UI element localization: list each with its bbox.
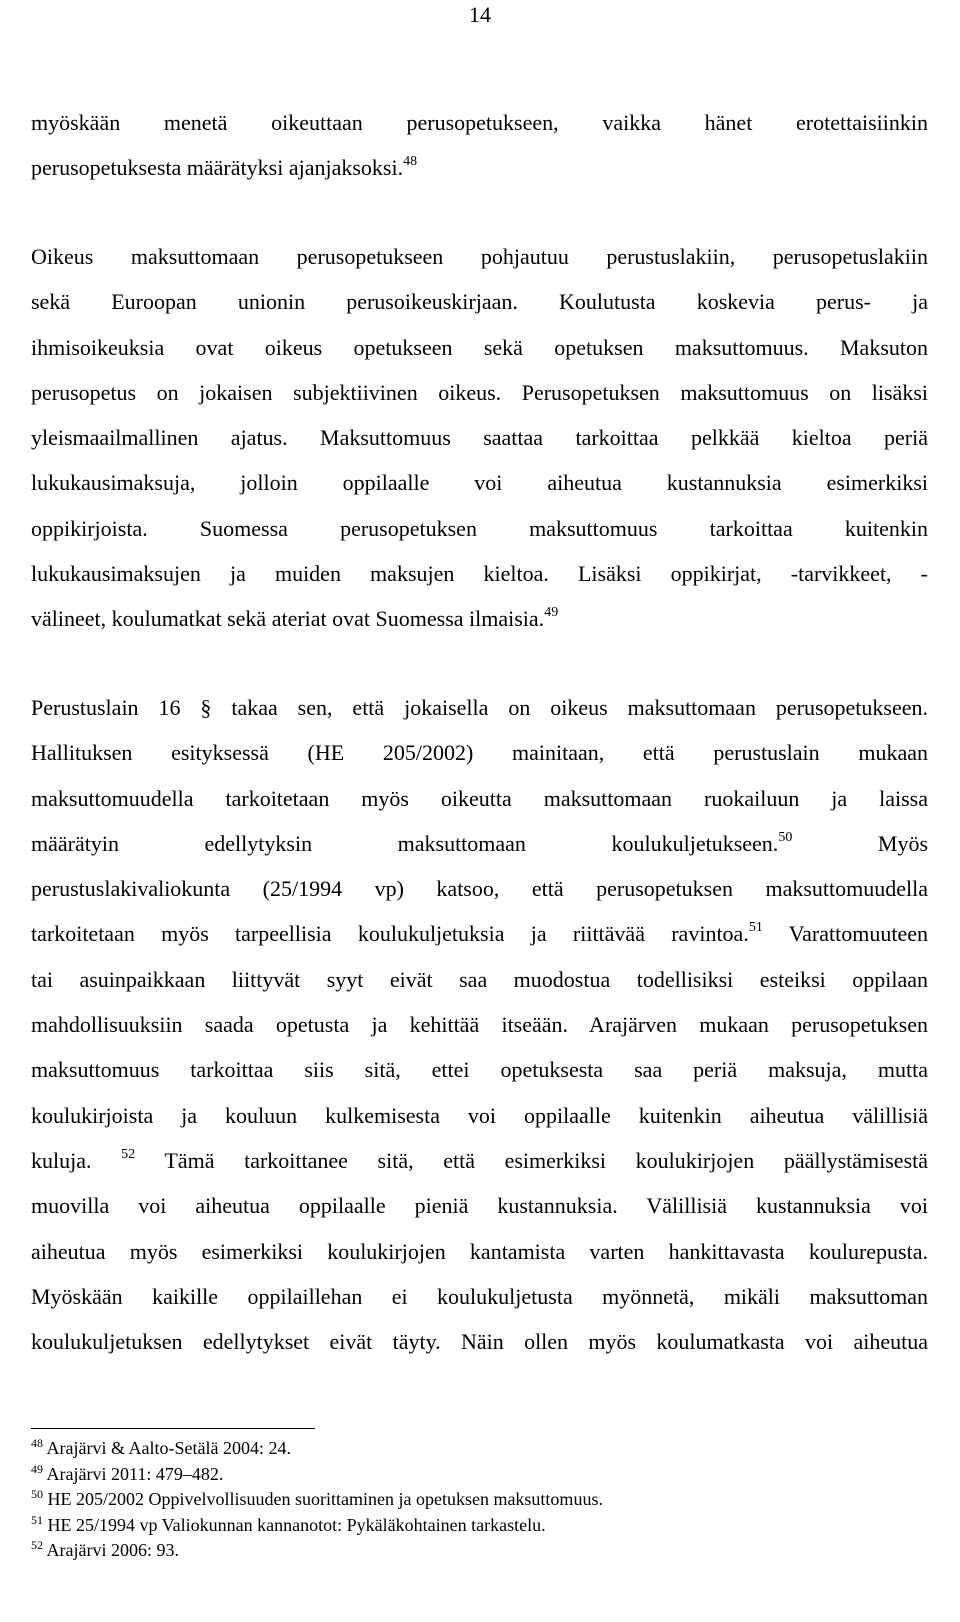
text-line: ihmisoikeuksia ovat oikeus opetukseen sekä opetuksen maksuttomuus. Maksuton bbox=[31, 334, 928, 360]
footnote-ref: 50 bbox=[778, 829, 793, 845]
text-line: maksuttomuudella tarkoitetaan myös oikeutta maksuttomaan ruokailuun ja laissa bbox=[31, 785, 928, 811]
text-line: perustuslakivaliokunta (25/1994 vp) katsoo, että perusopetuksen maksuttomuudella bbox=[31, 876, 928, 902]
footnote-ref: 51 bbox=[748, 920, 763, 936]
footnote-ref: 49 bbox=[544, 605, 559, 621]
text-line: muovilla voi aiheutua oppilaalle pieniä kustannuksia. Välillisiä kustannuksia voi bbox=[31, 1193, 928, 1219]
text-line: perusopetuksesta määrätyksi ajanjaksoksi.$^{48}$ bbox=[31, 154, 418, 181]
text-line: Hallituksen esityksessä (HE 205/2002) mainitaan, että perustuslain mukaan bbox=[31, 740, 928, 766]
footnote-ref: 48 bbox=[403, 154, 418, 170]
text-line: Oikeus maksuttomaan perusopetukseen pohjautuu perustuslakiin, perusopetuslakiin bbox=[31, 244, 928, 269]
footnote-number: 52 bbox=[31, 1538, 43, 1552]
footnotes bbox=[31, 1436, 928, 1564]
footnote: $^{52}$ Arajärvi 2006: 93. bbox=[31, 1538, 179, 1560]
text-line: tarkoitetaan myös tarpeellisia koulukuljetuksia ja riittävää ravintoa.$^{51}$ Varattomuuteen bbox=[31, 920, 928, 947]
text-line: määrätyin edellytyksin maksuttomaan koulukuljetukseen.$^{50}$ Myös bbox=[31, 829, 929, 856]
text-line: lukukausimaksujen ja muiden maksujen kieltoa. Lisäksi oppikirjat, -tarvikkeet, - bbox=[31, 561, 928, 587]
text-line: oppikirjoista. Suomessa perusopetuksen maksuttomuus tarkoittaa kuitenkin bbox=[31, 515, 928, 541]
text-line: välineet, koulumatkat sekä ateriat ovat Suomessa ilmaisia.$^{49}$ bbox=[31, 605, 559, 632]
footnote-number: 50 bbox=[31, 1487, 43, 1501]
text-line: tai asuinpaikkaan liittyvät syyt eivät saa muodostua todellisiksi esteiksi oppilaan bbox=[31, 966, 928, 992]
footnote: $^{51}$ HE 25/1994 vp Valiokunnan kannanotot: Pykäläkohtainen tarkastelu. bbox=[31, 1512, 546, 1535]
footnote: $^{48}$ Arajärvi & Aalto-Setälä 2004: 24. bbox=[31, 1436, 291, 1458]
text-line: Perustuslain 16 § takaa sen, että jokaisella on oikeus maksuttomaan perusopetukseen. bbox=[31, 695, 928, 720]
paragraph-1 bbox=[31, 100, 928, 191]
text-line: perusopetus on jokaisen subjektiivinen oikeus. Perusopetuksen maksuttomuus on lisäksi bbox=[31, 379, 928, 405]
footnote-number: 49 bbox=[31, 1461, 43, 1476]
footnote-ref: 52 bbox=[121, 1146, 136, 1162]
footnote-separator bbox=[31, 1428, 315, 1429]
text-line: maksuttomuus tarkoittaa siis sitä, ettei opetuksesta saa periä maksuja, mutta bbox=[31, 1057, 928, 1083]
footnote: $^{49}$ Arajärvi 2011: 479–482. bbox=[31, 1461, 224, 1484]
text-line: yleismaailmallinen ajatus. Maksuttomuus saattaa tarkoittaa pelkkää kieltoa periä bbox=[31, 425, 928, 451]
footnote-number: 48 bbox=[31, 1436, 43, 1450]
text-line: lukukausimaksuja, jolloin oppilaalle voi aiheutua kustannuksia esimerkiksi bbox=[31, 470, 928, 496]
text-line: sekä Euroopan unionin perusoikeuskirjaan. Koulutusta koskevia perus- ja bbox=[31, 289, 928, 315]
footnote-number: 51 bbox=[31, 1512, 43, 1527]
text-line: koulukirjoista ja kouluun kulkemisesta voi oppilaalle kuitenkin aiheutua välillisiä bbox=[31, 1102, 928, 1128]
footnote: $^{50}$ HE 205/2002 Oppivelvollisuuden suorittaminen ja opetuksen maksuttomuus. bbox=[31, 1487, 603, 1509]
text-line: myöskään menetä oikeuttaan perusopetukseen, vaikka hänet erotettaisiinkin bbox=[31, 110, 928, 135]
paragraph-2 bbox=[31, 234, 928, 642]
page-number: 14 bbox=[469, 2, 491, 27]
text-line: kuluja. $^{52}$ Tämä tarkoittanee sitä, että esimerkiksi koulukirjojen päällystämisestä bbox=[31, 1146, 929, 1173]
text-line: mahdollisuuksiin saada opetusta ja kehittää itseään. Arajärven mukaan perusopetuksen bbox=[31, 1012, 928, 1038]
paragraph-3 bbox=[31, 685, 928, 1364]
text-line: Myöskään kaikille oppilaillehan ei koulukuljetusta myönnetä, mikäli maksuttoman bbox=[31, 1283, 928, 1309]
text-line: koulukuljetuksen edellytykset eivät täyty. Näin ollen myös koulumatkasta voi aiheutua bbox=[31, 1329, 928, 1355]
text-line: aiheutua myös esimerkiksi koulukirjojen kantamista varten hankittavasta koulurepusta. bbox=[31, 1238, 928, 1264]
